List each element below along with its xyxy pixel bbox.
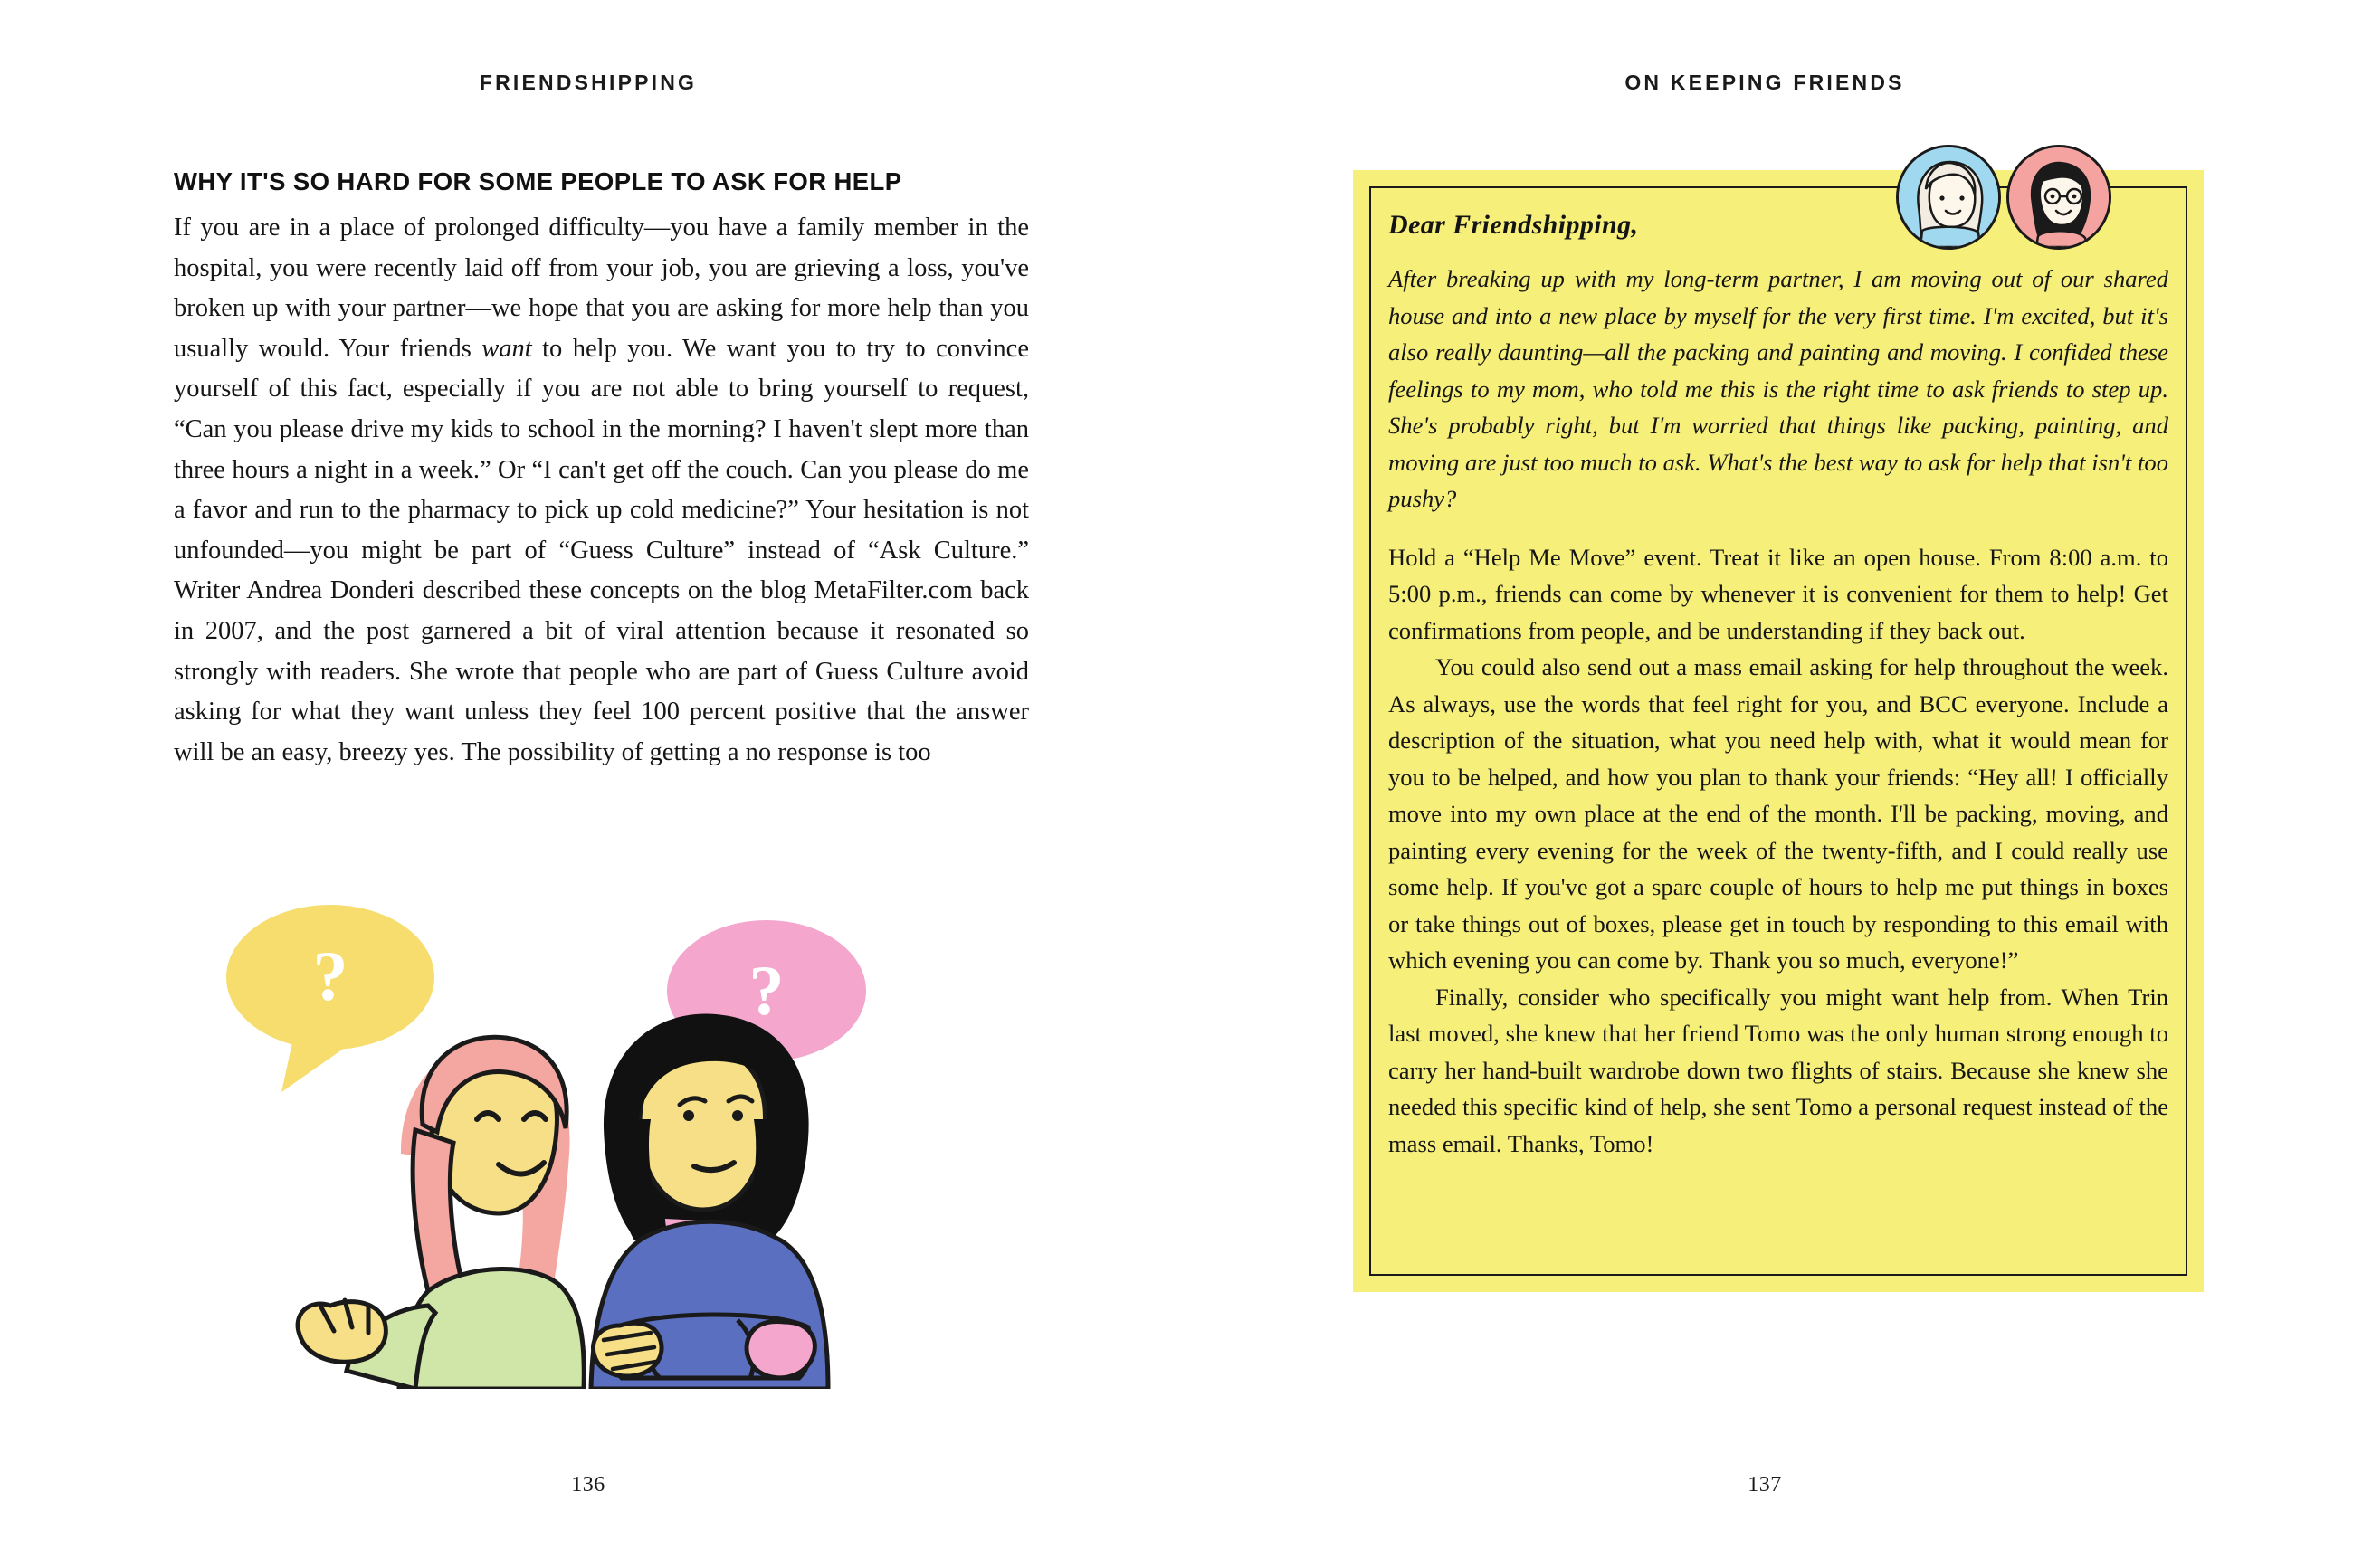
running-head-right: ON KEEPING FRIENDS (1624, 71, 1905, 94)
right-figure (591, 1013, 828, 1389)
advice-letter-content (1388, 210, 2168, 1162)
body-paragraph-part2: to help you. We want you to try to convince yourself of this fact, especially if you are not able to bring yourself to request, “Can you please drive my kids to school in the morning? I haven't slept more than three hours a night in a week.” Or “I can't get off the couch. Can you please do me a favor and run to the pharmacy to pick up cold medicine?” Your hesitation is not unfounded—you might be part of “Guess Culture” instead of “Ask Culture.” Writer Andrea Donderi described these concepts on the blog MetaFilter.com back in 2007, and the post garnered a bit of viral attention because it resonated so strongly with readers. She wrote that people who are part of Guess Culture avoid asking for what they want unless they feel 100 percent positive that the answer will be an easy, breezy yes. The possibility of getting a no response is too (174, 334, 1029, 766)
page-title: WHY IT'S SO HARD FOR SOME PEOPLE TO ASK FOR HELP (174, 167, 902, 195)
letter-answer-paragraph-1: Hold a “Help Me Move” event. Treat it like an open house. From 8:00 a.m. to 5:00 p.m., friends can come by whenever it is convenient for them to help! Get confirmations from people, and be understanding if they back out. (1388, 543, 2168, 644)
author-avatars (1896, 145, 2167, 253)
left-page-body (174, 167, 1029, 773)
page-number-right: 137 (1748, 1473, 1782, 1497)
avatar-friendshipping-right (2006, 145, 2111, 250)
left-figure (298, 1037, 584, 1389)
body-paragraph-part1: If you are in a place of prolonged difficulty—you have a family member in the hospital, you were recently laid off from your job, you are grieving a loss, you've broken up with your partner—we hope that you are asking for more help than you usually would. Your friends (174, 214, 1029, 363)
letter-salutation: Dear Friendshipping, (1388, 210, 1639, 240)
two-friends-talking-illustration (195, 882, 991, 1389)
svg-text:?: ? (748, 951, 785, 1030)
svg-text:?: ? (312, 936, 348, 1015)
body-paragraph (174, 208, 1029, 773)
speech-bubble-yellow (226, 905, 434, 1092)
letter-answer-paragraph-3: Finally, consider who specifically you might want help from. When Trin last moved, she knew that her friend Tomo was the only human strong enough to carry her hand-built wardrobe down two flights of stairs. Because she knew she needed this specific kind of help, she sent Tomo a personal request instead of the mass email. Thanks, Tomo! (1388, 983, 2168, 1157)
letter-answer-paragraph-2: You could also send out a mass email asking for help throughout the week. As always, use the words that feel right for you, and BCC everyone. Include a description of the situation, what you need help with, what it would mean for you to be helped, and how you plan to thank your friends: “Hey all! I officially move into my own place at the end of the month. I'll be packing, moving, and painting every evening for the week of the twenty-fifth, and I could really use some help. If you've got a spare couple of hours to help me put things in boxes or take things out of boxes, please get in touch by responding to this email with which evening you can come by. Thank you so much, everyone!” (1388, 653, 2168, 974)
running-head-left: FRIENDSHIPPING (479, 71, 698, 94)
page-number-left: 136 (571, 1473, 605, 1497)
body-paragraph-emphasis: want (481, 334, 532, 363)
letter-question: After breaking up with my long-term partner, I am moving out of our shared house and into a new place by myself for the very first time. I'm excited, but it's also really daunting—all the packing and painting and moving. I confided these feelings to my mom, who told me this is the right time to ask friends to step up. She's probably right, but I'm worried that things like packing, painting, and moving are just too much to ask. What's the best way to ask for help that isn't too pushy? (1388, 265, 2168, 512)
left-page (0, 0, 1176, 1568)
avatar-friendshipping-left (1896, 145, 2001, 250)
